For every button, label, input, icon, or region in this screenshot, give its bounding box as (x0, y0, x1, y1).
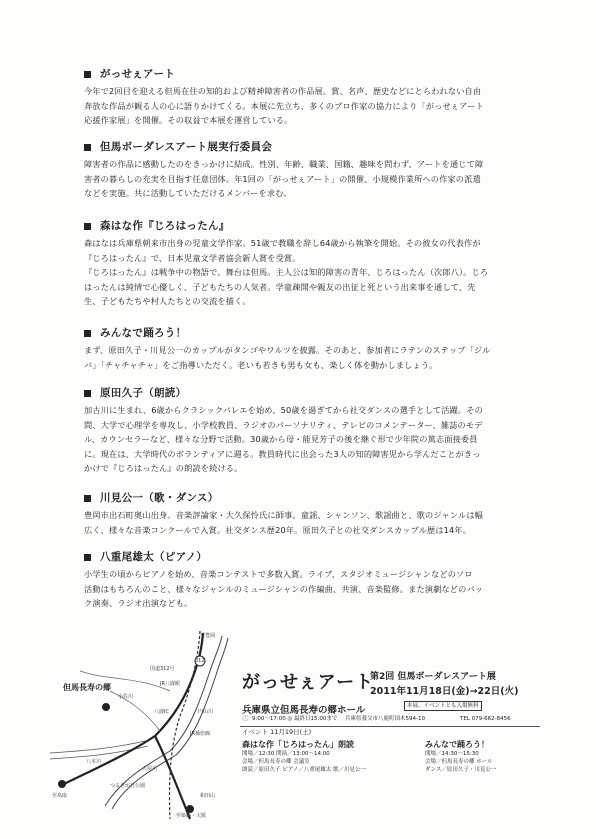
body-line: まず、原田久子・川見公一のカップルがタンゴやワルツを披露。そのあと、参加者にラテンのステップ「ジル (84, 345, 491, 355)
map-label: 和田山 (200, 793, 216, 799)
dance-cast: ダンス／原田久子・川見公一 (425, 767, 497, 773)
body-line: バ」「チャチャチャ」をご指導いただく。老いも若きも男も女も、楽しく体を動かしましょう。 (84, 359, 438, 370)
dance-place: 会場／但馬長寿の郷 ホール (425, 759, 493, 765)
section-heading (84, 219, 516, 233)
map-label: 八木川 (86, 759, 102, 765)
section-heading-text: 川見公一（歌・ダンス） (100, 492, 219, 504)
section-body (84, 343, 516, 372)
section-body (84, 508, 516, 537)
bullet-square-icon (84, 144, 91, 151)
body-line: 小学生の頃からピアノを始め、音楽コンテストで多数入賞。ライブ、スタジオミュージシャンなどのソロ (84, 569, 473, 579)
body-line: 応援作家展」を開催。その収益で本展を運営している。 (84, 115, 293, 125)
body-line: 森はなは兵庫県朝来市出身の児童文学作家。51歳で教職を辞し64歳から執筆を開始。その彼女の代表作が (84, 238, 481, 248)
bullet-square-icon (84, 71, 91, 78)
body-line: 奔放な作品が観る人の心に語りかけてくる。本展に先立ち、多くのプロ作家の協力により「がっせぇアート (84, 100, 484, 111)
section-heading (84, 67, 516, 81)
section-gassee-art (84, 67, 516, 128)
admission-note: 本展、イベントとも入場無料 (404, 701, 482, 711)
map-label: 至姫路・大阪 (176, 813, 207, 819)
map-label: 円山川 (198, 709, 214, 715)
reading-place: 会場／但馬長寿の郷 会議室 (242, 759, 310, 765)
section-committee (84, 140, 516, 201)
bullet-square-icon (84, 330, 91, 337)
section-body (84, 84, 516, 128)
body-line: に。現在は、大学時代のボランティアに週る。教員時代に出会った3人の知的障害児から学んだことがきっ (84, 448, 481, 459)
body-line: 『じろはったん』は戦争中の物語で、舞台は但馬。主人公は知的障害の青年、じろはったん（次郎八）。じろ (84, 267, 489, 277)
body-line: 害者の暮らしの充実を目指す任意団体。年1回の「がっせぇアート」の開催、小規模作業所への作家の派遣 (84, 173, 481, 184)
map-label: 八鹿IC (154, 709, 169, 715)
section-body (84, 236, 516, 309)
body-line: 間、大学で心理学を専攻し、小学校教員、ラジオのパーソナリティ、テレビのコメンテーター、雑誌のモデ (84, 419, 483, 430)
section-heading-text: 但馬ボーダレスアート展実行委員会 (100, 141, 273, 153)
section-harada (84, 386, 516, 476)
section-jirohattan (84, 219, 516, 309)
event-date: 2011年11月18日(金)→22日(火) (370, 686, 519, 697)
body-line: 活動はもちろんのこと、様々なジャンルのミュージシャンの作編曲、共演、音楽監修。また演劇などのバッ (84, 583, 484, 594)
map-venue-label: 但馬長寿の郷 (63, 683, 111, 692)
open-hours: 9:00～17:00 ◎ 最終日15:00まで (252, 716, 338, 722)
section-heading-text: 原田久子（朗読） (100, 387, 187, 399)
map-label: 小佐川 (118, 694, 134, 700)
section-heading (84, 140, 516, 154)
body-line: 加古川に生まれ、6歳からクラシックバレエを始め、50歳を過ぎてから社交ダンスの選手として活躍。その (84, 405, 483, 415)
dance-title: みんなで踊ろう！ (425, 740, 489, 749)
section-heading-text: 八重尾雄太（ピアノ） (100, 551, 208, 563)
reading-time: 開場／12:30 開演／13:00～14:00 (242, 751, 330, 757)
dance-time: 開場／14:30～15:30 (425, 751, 479, 757)
access-map (50, 631, 235, 821)
map-label: JR八鹿駅 (160, 681, 180, 687)
section-heading-text: 森はな作『じろはったん』 (100, 220, 230, 232)
event-line: イベント 11月19日(土) (242, 728, 312, 736)
event-title: 第2回 但馬ボーダレスアート展 (370, 672, 496, 682)
section-heading (84, 491, 516, 505)
route-number: 312 (195, 658, 205, 664)
section-heading (84, 386, 516, 400)
section-body (84, 157, 516, 201)
venue-name: 兵庫県立但馬長寿の郷ホール (242, 705, 366, 716)
section-yaeo (84, 550, 516, 611)
section-heading (84, 550, 516, 564)
body-line: 『じろはったん』で、日本児童文学者協会新人賞を受賞。 (84, 252, 301, 263)
map-label: 国道312号 (150, 666, 175, 672)
body-line: 今年で2回目を迎える但馬在住の知的および精神障害者の作品展。賞、名声、歴史などにとらわれない自由 (84, 86, 482, 96)
body-line: などを実施。共に活動していただけるメンバーを求む。 (84, 188, 292, 198)
bullet-square-icon (84, 554, 91, 561)
section-heading-text: みんなで踊ろう！ (100, 327, 187, 339)
venue-tel: TEL 079-662-8456 (460, 716, 511, 722)
divider (240, 726, 540, 727)
body-line: かけで『じろはったん』の朗読を続ける。 (84, 463, 243, 473)
body-line: 障害者の作品に感動したのをきっかけに結成。性別、年齢、職業、国籍、趣味を問わず、アートを通じて障 (84, 159, 484, 169)
venue-address: 兵庫県養父市八鹿町国木594-10 (345, 716, 425, 722)
reading-cast: 朗読／原田久子 ピアノ／八重尾雄太 歌／川見公一 (242, 767, 367, 773)
event-logo: がっせぇアート (242, 672, 375, 693)
bullet-square-icon (84, 223, 91, 230)
map-label: 至鳥取 (52, 793, 68, 799)
section-kawami (84, 491, 516, 537)
bullet-square-icon (84, 390, 91, 397)
bullet-square-icon (84, 495, 91, 502)
reading-title: 森はな作「じろはったん」朗読 (242, 740, 354, 749)
map-label: 大屋川 (142, 766, 158, 772)
body-line: 豊岡市出石町奥山出身。音楽評論家・大久保怜氏に師事。童謡、シャンソン、歌謡曲と、歌のジャンルは幅 (84, 510, 484, 520)
section-body (84, 567, 516, 611)
map-label: JR播但線 (190, 731, 210, 737)
body-line: 生、子どもたちや村人たちとの交流を描く。 (84, 296, 251, 306)
section-dance (84, 326, 516, 372)
body-line: ク演奏、ラジオ出演なども。 (84, 598, 193, 608)
clock-icon: 🕘 (242, 716, 249, 722)
section-heading (84, 326, 516, 340)
section-body (84, 403, 516, 476)
body-line: はったんは純情で心優しく、子どもたちの人気者。学童疎開や親友の出征と死という出来事を通して、先 (84, 281, 476, 292)
body-line: ル、カウンセラーなど、様々な分野で活動。30歳から母・能見芳子の後を継ぐ形で少年院の篤志面接委員 (84, 434, 478, 444)
map-label: 至豊岡 (200, 633, 216, 639)
map-label: つるぎが丘公園 (110, 783, 146, 789)
body-line: 広く、様々な音楽コンクールで入賞。社交ダンス歴20年。原田久子との社交ダンスカップル歴は14年。 (84, 524, 472, 535)
section-heading-text: がっせぇアート (100, 68, 176, 80)
